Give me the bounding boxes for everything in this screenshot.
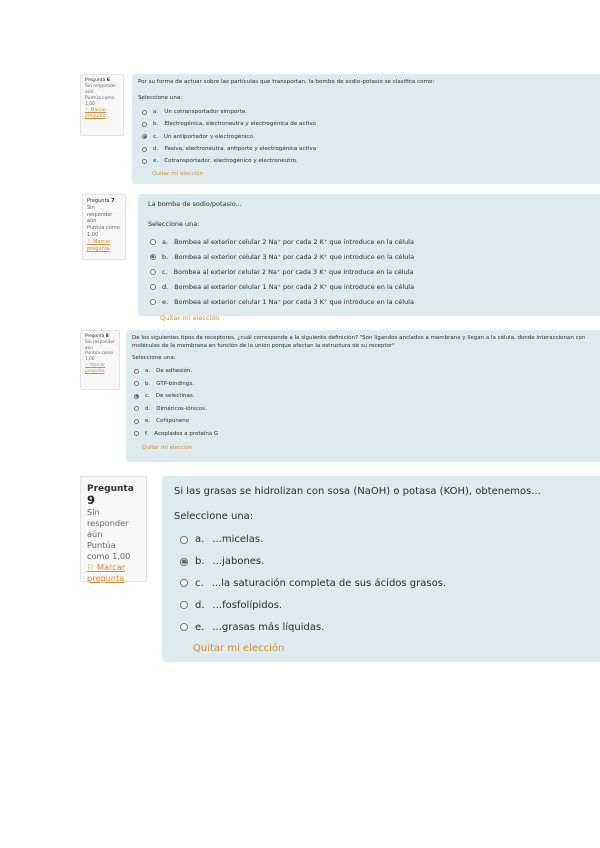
radio-button[interactable] [150, 239, 156, 245]
answer-option[interactable]: b. ...jabones. [174, 551, 594, 573]
flag-icon: ⚐ [85, 108, 90, 113]
question-state: Sin responder aún [85, 339, 115, 351]
question-info [80, 476, 147, 582]
select-prompt: Seleccione una: [132, 355, 176, 361]
radio-button[interactable] [134, 369, 139, 374]
radio-button[interactable] [142, 110, 147, 115]
answer-option[interactable]: d. ...fosfolípidos. [174, 594, 594, 616]
answer-option[interactable]: b. Electrogénica, electroneutra y electrogénica de activo [138, 118, 599, 130]
radio-button-checked[interactable] [180, 558, 188, 566]
question-number: 8 [105, 334, 109, 339]
answer-option[interactable]: f. Acoplados a proteína G [132, 428, 599, 441]
flag-icon: ⚐ [87, 562, 95, 572]
question-content [138, 194, 600, 322]
flag-question-link[interactable]: ⚐ Marcar pregunta [85, 108, 106, 119]
question-label: Pregunta [85, 334, 105, 339]
answer-option[interactable]: d. Pasiva, electroneutra, antiporte y electrogénica activa [138, 143, 599, 155]
flag-question-link[interactable]: ⚐ Marcar pregunta [85, 362, 106, 374]
question-state: Sin responder aún [85, 84, 117, 95]
answer-option[interactable]: a. ...micelas. [174, 529, 594, 551]
radio-button[interactable] [142, 147, 147, 152]
question-score: Puntúa como 1,00 [85, 96, 115, 107]
question-score: Puntúa como 1,00 [87, 225, 120, 238]
radio-button[interactable] [180, 601, 188, 609]
answer-option[interactable]: c. De selectinas. [132, 390, 599, 403]
radio-button[interactable] [134, 406, 139, 411]
question-number: 6 [106, 78, 110, 83]
question-number: 9 [87, 493, 96, 507]
question-state: Sin responder aún [87, 507, 129, 539]
radio-button[interactable] [142, 159, 147, 164]
question-state: Sin responder aún [87, 204, 113, 225]
radio-button[interactable] [134, 381, 139, 386]
clear-choice-link[interactable]: Quitar mi elección [193, 642, 285, 654]
question-info [80, 74, 124, 136]
question-info [80, 330, 120, 390]
question-text: De los siguientes tipos de receptores, ¿cuál corresponde a la siguiente definición? "Son ligandos anclados a membrana y llegan a la célula, donde interaccionan con moléculas de la membrana en función de la unión porque afectan la estructura de su receptor" [132, 335, 586, 349]
answer-option[interactable]: b. GTP-bindings. [132, 378, 599, 391]
radio-button-checked[interactable] [134, 394, 139, 399]
answer-option[interactable]: a. Un cotransportador simporte. [138, 106, 599, 118]
flag-question-link[interactable]: ⚐ Marcar pregunta [87, 238, 111, 252]
question-label: Pregunta [85, 78, 106, 83]
answer-option[interactable]: e. Bombea al exterior celular 1 Na⁺ por cada 3 K⁺ que introduce en la célula [148, 295, 597, 310]
answer-option[interactable]: a. De adhesión. [132, 365, 599, 378]
answer-option[interactable]: e. Cohipuneno [132, 415, 599, 428]
radio-button[interactable] [150, 269, 156, 275]
flag-question-link[interactable]: ⚐ Marcar pregunta [87, 562, 126, 583]
radio-button-checked[interactable] [150, 254, 156, 260]
radio-button[interactable] [180, 623, 188, 631]
answer-option[interactable]: d. Diméricos-iónicos. [132, 403, 599, 416]
radio-button[interactable] [150, 284, 156, 290]
clear-choice-link[interactable]: Quitar mi elección [142, 445, 193, 451]
question-score: Puntúa como 1,00 [87, 540, 131, 561]
question-label: Pregunta [87, 484, 134, 494]
question-number: 7 [111, 198, 115, 204]
radio-button[interactable] [134, 431, 139, 436]
answer-option[interactable]: c. ...la saturación completa de sus ácidos grasos. [174, 573, 594, 595]
answer-option[interactable]: c. Bombea al exterior celular 2 Na⁺ por cada 3 K⁺ que introduce en la célula [148, 264, 597, 279]
answer-option[interactable]: d. Bombea al exterior celular 1 Na⁺ por cada 2 K⁺ que introduce en la célula [148, 280, 597, 295]
question-text: Si las grasas se hidrolizan con sosa (NaOH) o potasa (KOH), obtenemos... [174, 486, 541, 497]
radio-button-checked[interactable] [142, 134, 147, 139]
answer-option[interactable]: c. Un antiportador y electrogénico. [138, 131, 599, 143]
question-content [162, 476, 600, 662]
answer-option[interactable]: b. Bombea al exterior celular 3 Na⁺ por cada 2 K⁺ que introduce en la célula [148, 249, 597, 264]
question-label: Pregunta [87, 198, 110, 204]
question-text: La bomba de sodio/potasio... [148, 200, 242, 208]
answer-option[interactable]: e. ...grasas más líquidas. [174, 616, 594, 638]
question-content [126, 330, 600, 462]
question-score: Puntúa como 1,00 [85, 351, 114, 363]
radio-button[interactable] [180, 536, 188, 544]
radio-button[interactable] [180, 579, 188, 587]
question-content [132, 74, 600, 184]
clear-choice-link[interactable]: Quitar mi elección [152, 171, 204, 178]
flag-icon: ⚐ [87, 238, 92, 245]
select-prompt: Seleccione una: [174, 511, 254, 522]
select-prompt: Seleccione una: [138, 95, 183, 101]
radio-button[interactable] [134, 419, 139, 424]
select-prompt: Seleccione una: [148, 220, 200, 228]
radio-button[interactable] [150, 299, 156, 305]
question-text: Por su forma de actuar sobre las partículas que transportan, la bomba de sodio-potasio se clasifica como: [138, 79, 435, 85]
clear-choice-link[interactable]: Quitar mi elección [160, 313, 220, 322]
answer-option[interactable]: e. Cotransportador, electrogénico y electroneutro. [138, 155, 599, 167]
answer-option[interactable]: a. Bombea al exterior celular 2 Na⁺ por cada 2 K⁺ que introduce en la célula [148, 234, 597, 249]
radio-button[interactable] [142, 122, 147, 127]
question-info [82, 194, 126, 260]
flag-icon: ⚐ [85, 362, 89, 368]
